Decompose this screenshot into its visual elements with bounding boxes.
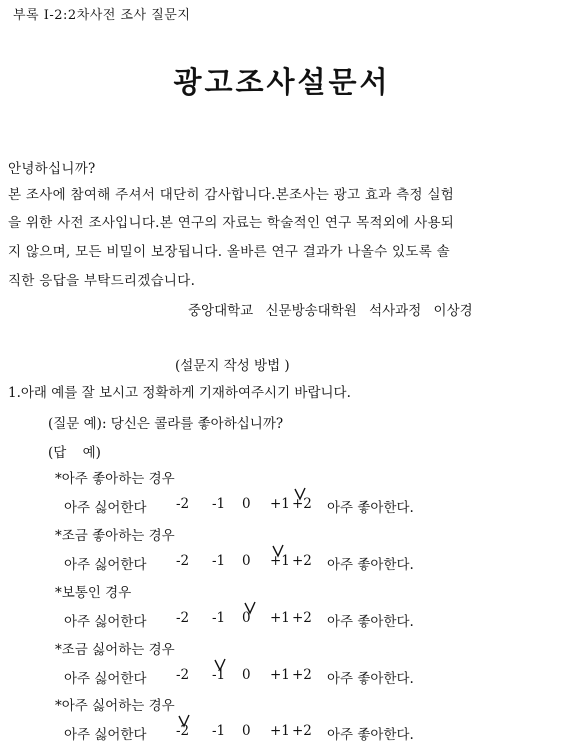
document-title: 광고조사설문서 bbox=[173, 65, 391, 99]
scale-point: +2 bbox=[292, 553, 312, 569]
scale-point: +2 bbox=[292, 667, 312, 683]
signature: 중앙대학교 신문방송대학원 석사과정 이상경 bbox=[188, 303, 473, 319]
scale-point: -1 bbox=[212, 496, 226, 512]
scale-point: +1 bbox=[270, 667, 290, 683]
scale-left-label: 아주 싫어한다 bbox=[64, 727, 147, 743]
scale-point: 0 bbox=[242, 610, 251, 626]
scale-point: -2 bbox=[176, 610, 190, 626]
scale-point: +2 bbox=[292, 610, 312, 626]
scale-point: +1 bbox=[270, 553, 290, 569]
scale-point: -2 bbox=[176, 723, 190, 739]
scale-point: 0 bbox=[242, 553, 251, 569]
scale-point: 0 bbox=[242, 723, 251, 739]
scale-point: +2 bbox=[292, 723, 312, 739]
scale-point: -2 bbox=[176, 553, 190, 569]
check-mark-icon bbox=[271, 544, 285, 560]
scale-point: 0 bbox=[242, 496, 251, 512]
example-case: *아주 좋아하는 경우 bbox=[55, 471, 175, 487]
scale-point: +1 bbox=[270, 723, 290, 739]
intro-line: 본 조사에 참여해 주셔서 대단히 감사합니다.본조사는 광고 효과 측정 실험 bbox=[8, 187, 455, 203]
scale-point: 0 bbox=[242, 667, 251, 683]
scale-point: -1 bbox=[212, 667, 226, 683]
greeting: 안녕하십니까? bbox=[8, 161, 96, 177]
example-case: *아주 싫어하는 경우 bbox=[55, 698, 175, 714]
scale-point: +2 bbox=[292, 496, 312, 512]
scale-point: -1 bbox=[212, 610, 226, 626]
scale-right-label: 아주 좋아한다. bbox=[327, 557, 414, 573]
scale-point: -2 bbox=[176, 496, 190, 512]
scale-point: -2 bbox=[176, 667, 190, 683]
scale-left-label: 아주 싫어한다 bbox=[64, 500, 147, 516]
intro-line: 을 위한 사전 조사입니다.본 연구의 자료는 학술적인 연구 목적외에 사용되 bbox=[8, 215, 455, 231]
check-mark-icon bbox=[293, 487, 307, 503]
scale-left-label: 아주 싫어한다 bbox=[64, 614, 147, 630]
scale-right-label: 아주 좋아한다. bbox=[327, 671, 414, 687]
scale-point: -1 bbox=[212, 723, 226, 739]
scale-left-label: 아주 싫어한다 bbox=[64, 557, 147, 573]
example-case: *조금 싫어하는 경우 bbox=[55, 642, 175, 658]
intro-line: 지 않으며, 모든 비밀이 보장됩니다. 올바른 연구 결과가 나올수 있도록 솔 bbox=[8, 244, 450, 260]
scale-right-label: 아주 좋아한다. bbox=[327, 500, 414, 516]
instruction: 1.아래 예를 잘 보시고 정확하게 기재하여주시기 바랍니다. bbox=[8, 385, 351, 401]
example-case: *조금 좋아하는 경우 bbox=[55, 528, 175, 544]
example-case: *보통인 경우 bbox=[55, 585, 132, 601]
check-mark-icon bbox=[243, 601, 257, 617]
method-title: (설문지 작성 방법 ) bbox=[175, 358, 290, 374]
intro-line: 직한 응답을 부탁드리겠습니다. bbox=[8, 273, 196, 289]
check-mark-icon bbox=[213, 658, 227, 674]
scale-left-label: 아주 싫어한다 bbox=[64, 671, 147, 687]
answer-example: (답 예) bbox=[48, 445, 101, 461]
appendix-header: 부록 I-2:2차사전 조사 질문지 bbox=[13, 8, 191, 23]
scale-point: +1 bbox=[270, 496, 290, 512]
check-mark-icon bbox=[177, 714, 191, 730]
scale-point: +1 bbox=[270, 610, 290, 626]
scale-right-label: 아주 좋아한다. bbox=[327, 614, 414, 630]
scale-point: -1 bbox=[212, 553, 226, 569]
question-example: (질문 예): 당신은 콜라를 좋아하십니까? bbox=[48, 416, 284, 432]
scale-right-label: 아주 좋아한다. bbox=[327, 727, 414, 743]
